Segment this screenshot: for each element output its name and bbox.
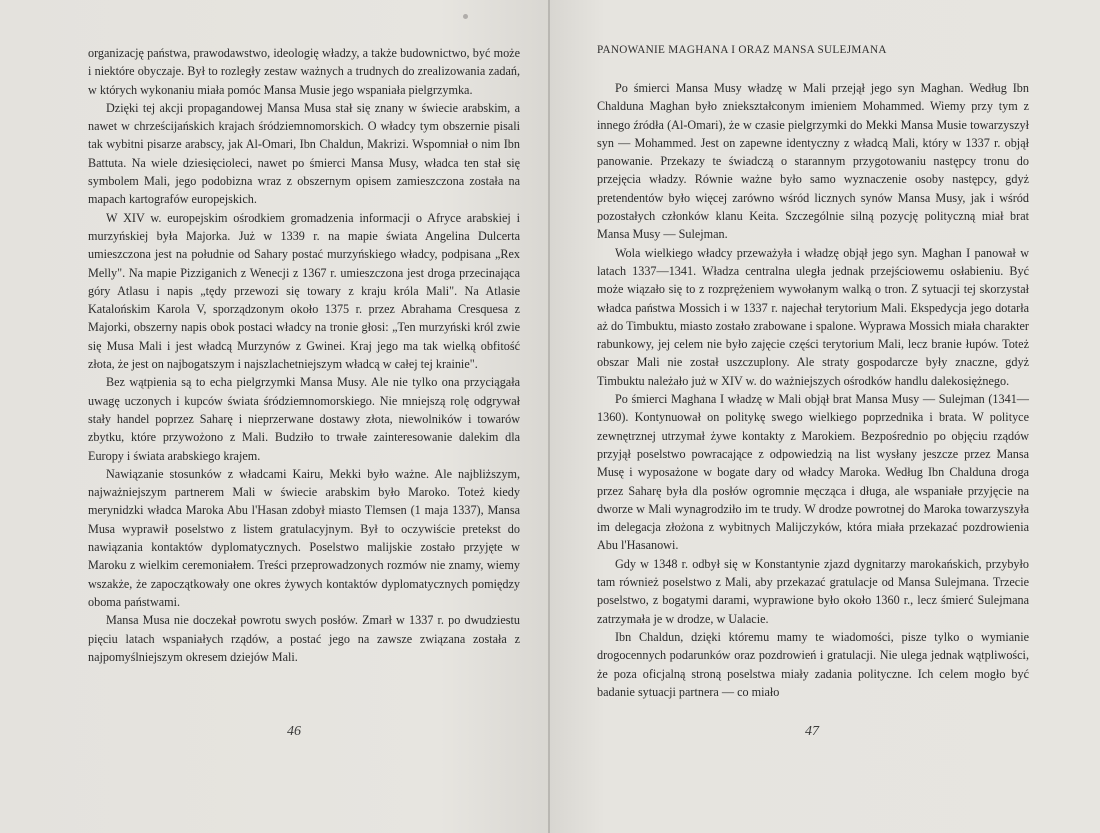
right-paragraph-1: Po śmierci Mansa Musy władzę w Mali przejął jego syn Maghan. Według Ibn Chalduna Maghan było zniekształconym imieniem Mohammed. Wiemy przy tym z innego źródła (Al-Omari), że w czasie pielgrzymki do Mekki Mansa Musie towarzyszył syn — Mohammed. Jest on zapewne identyczny z władcą Mali, który w 1337 r. objął panowanie. Przekazy te świadczą o starannym przygotowaniu następcy tronu do przejęcia władzy. Równie ważne było samo wyznaczenie osoby następcy, gdyż pretendentów było więcej zarówno wśród licznych synów Mansa Musy, jak i wśród pozostałych członków klanu Keita. Szczególnie silną pozycję polityczną miał brat Mansa Musy — Sulejman. bbox=[597, 81, 1029, 242]
left-paragraph-6: Mansa Musa nie doczekał powrotu swych posłów. Zmarł w 1337 r. po dwudziestu pięciu latach wspaniałych rządów, a postać jego na zawsze związana została z najpomyślniejszym okresem dziejów Mali. bbox=[88, 613, 520, 664]
right-paragraph-3: Po śmierci Maghana I władzę w Mali objął brat Mansa Musy — Sulejman (1341—1360). Kontynuował on politykę swego wielkiego poprzednika i brata. W polityce zewnętrznej utrzymał żywe kontakty z Marokiem. Bezpośrednio po objęciu rządów przyjął poselstwo powracające z odpowiedzią na list wysłany jeszcze przez Mansa Musę i wyposażone w bogate dary od władcy Maroka. Według Ibn Chalduna droga przez Saharę była dla posłów ogromnie męcząca i długa, ale wspaniałe przyjęcie na dworze w Mali wynagrodziło im te trudy. W drodze powrotnej do Maroka towarzyszyła im delegacja złożona z wybitnych Malijczyków, która miała przekazać pozdrowienia Abu l'Hasanowi. bbox=[597, 392, 1029, 553]
running-head: PANOWANIE MAGHANA I ORAZ MANSA SULEJMANA bbox=[597, 44, 887, 56]
right-paragraph-2: Wola wielkiego władcy przeważyła i władzę objął jego syn. Maghan I panował w latach 1337—1341. Władza centralna uległa jednak przejściowemu osłabieniu. Być może wiązało się to z rozprężeniem wywołanym walką o tron. Z sytuacji tej skorzystał władca państwa Mossich i w 1337 r. najechał terytorium Mali. Ekspedycja jego dotarła aż do Timbuktu, miasto zostało zrabowane i spalone. Wyprawa Mossich miała charakter rabunkowy, jej celem nie było zajęcie części terytorium Mali, lecz branie łupów. Toteż obszar Mali nie został uszczuplony. Ale straty gospodarcze były znaczne, gdyż Timbuktu należało już w XIV w. do ważniejszych ośrodków handlu dalekosiężnego. bbox=[597, 245, 1029, 388]
right-page-number: 47 bbox=[805, 724, 819, 739]
left-paragraph-2: Dzięki tej akcji propagandowej Mansa Musa stał się znany w świecie arabskim, a nawet w chrześcijańskich krajach śródziemnomorskich. O władcy tym obszernie pisali tak wybitni pisarze arabscy, jak Al-Omari, Ibn Chaldun, Makrizi. Wspomniał o nim Ibn Battuta. Na wiele dziesięcioleci, nawet po śmierci Mansa Musy, władca ten stał się symbolem Mali, jego podobizna wraz z obszernym opisem zamieszczona została na mapach kartografów europejskich. bbox=[88, 100, 520, 207]
right-page-text bbox=[597, 79, 1029, 701]
left-page-number: 46 bbox=[287, 724, 301, 739]
left-paragraph-5: Nawiązanie stosunków z władcami Kairu, Mekki było ważne. Ale najbliższym, najważniejszym partnerem Mali w świecie arabskim było Maroko. Toteż kiedy merynidzki władca Maroka Abu l'Hasan zdobył miasto Tlemsen (1 maja 1337), Mansa Musa wyprawił poselstwo z listem gratulacyjnym. Był to oczywiście pretekst do nawiązania kontaktów dyplomatycznych. Poselstwo malijskie zostało przyjęte w Maroku z wielkim ceremoniałem. Treści przeprowadzonych rozmów nie znamy, wiemy wszakże, że zapoczątkowały one okres żywych kontaktów dyplomatycznych pomiędzy oboma państwami. bbox=[88, 466, 520, 609]
left-paragraph-3: W XIV w. europejskim ośrodkiem gromadzenia informacji o Afryce arabskiej i murzyńskiej była Majorka. Już w 1339 r. na mapie świata Angelina Dulcerta umieszczona jest na południe od Sahary postać murzyńskiego władcy, podpisana „Rex Melly". Na mapie Pizziganich z Wenecji z 1367 r. umieszczona jest droga przecinająca góry Atlasu i napis „tędy przewozi się towary z kraju króla Mali". Na Atlasie Katalońskim Karola V, sporządzonym około 1375 r. przez Abrahama Cresquesa z Majorki, obszerny napis obok postaci władcy na tronie głosi: „Ten murzyński król zwie się Musa Mali i jest władcą Murzynów z Gwinei. Kraj jego ma tak wielką obfitość złota, że jest on najbogatszym i najszlachetniejszym władcą w całej tej krainie". bbox=[88, 210, 520, 372]
left-paragraph-4: Bez wątpienia są to echa pielgrzymki Mansa Musy. Ale nie tylko ona przyciągała uwagę uczonych i kupców świata śródziemnomorskiego. Nie mniejszą rolę odgrywał stały handel poprzez Saharę i nieprzerwane dostawy złota, niewolników i towarów zbytku, które przywożono z Mali. Budziło to trwałe zainteresowanie dalekim dla Europy i świata arabskiego krajem. bbox=[88, 375, 520, 463]
right-paragraph-5: Ibn Chaldun, dzięki któremu mamy te wiadomości, pisze tylko o wymianie drogocennych podarunków oraz pozdrowień i gratulacji. Nie ulega jednak wątpliwości, że poza oficjalną stroną poselstwa miały zadania polityczne. Ich celem mogło być badanie sytuacji partnera — co miało bbox=[597, 629, 1029, 699]
right-page bbox=[550, 0, 1100, 833]
right-paragraph-4: Gdy w 1348 r. odbył się w Konstantynie zjazd dygnitarzy marokańskich, przybyło tam również poselstwo z Mali, aby przekazać gratulacje od Mansa Sulejmana. Trzecie poselstwo, z bogatymi darami, wyprawione było około 1360 r., lecz śmierć Sulejmana zatrzymała je w drodze, w Ualacie. bbox=[597, 556, 1029, 626]
left-page-text bbox=[88, 44, 520, 666]
paper-speck bbox=[463, 14, 468, 19]
left-paragraph-1: organizację państwa, prawodawstwo, ideologię władzy, a także budownictwo, być może i niektóre obyczaje. Był to rozległy zestaw ważnych a trudnych do zrealizowania zadań, w których wykonaniu miała pomóc Mansa Musie jego wspaniała pielgrzymka. bbox=[88, 46, 520, 97]
